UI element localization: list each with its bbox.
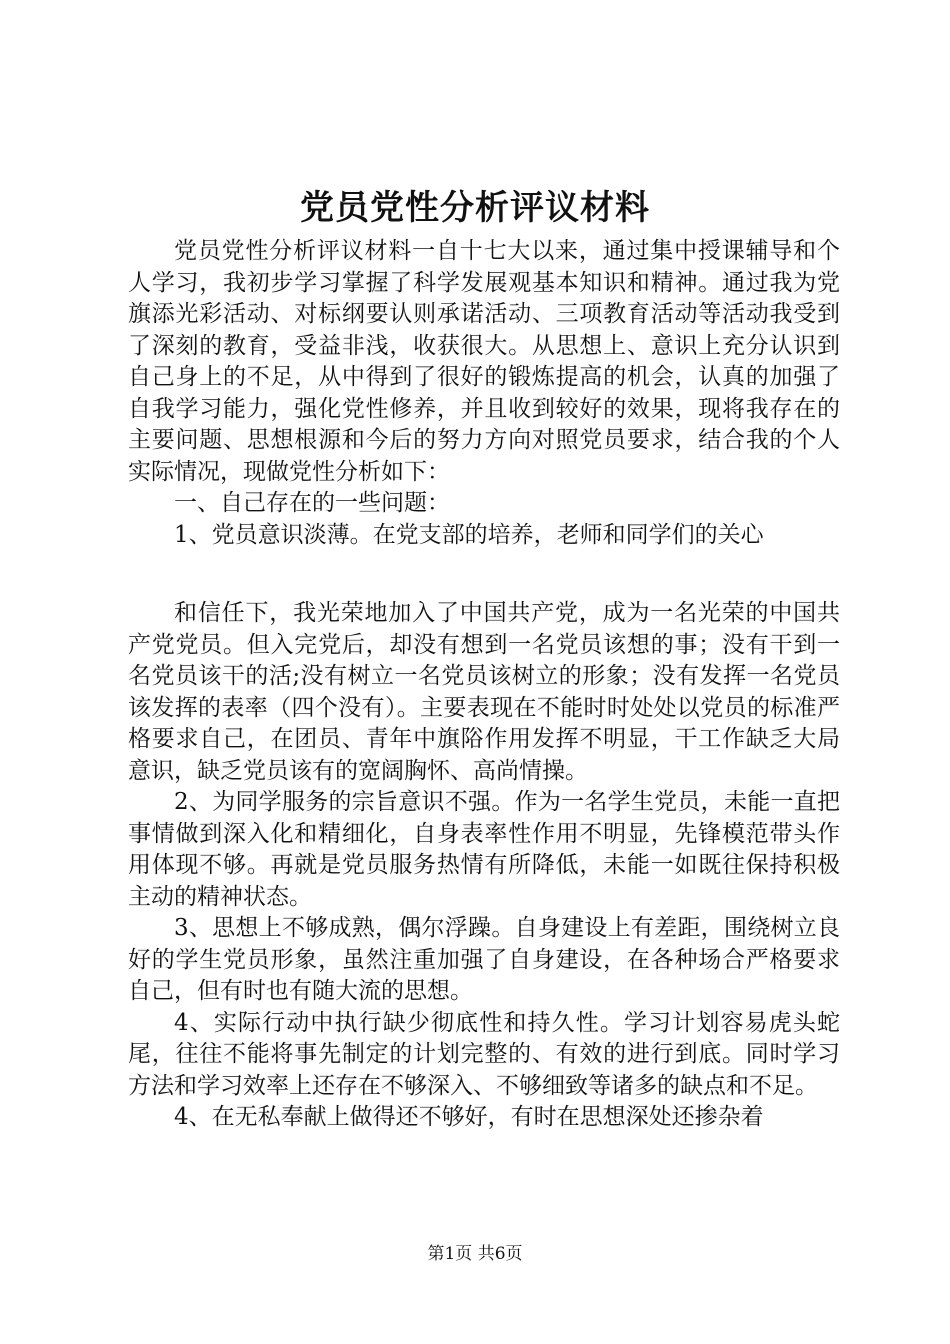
body-block-2 bbox=[128, 598, 840, 1134]
problem-1-continued: 和信任下，我光荣地加入了中国共产党，成为一名光荣的中国共产党党员。但入完党后，却没有想到一名党员该想的事；没有干到一名党员该干的活;没有树立一名党员该树立的形象；没有发挥一名党员该发挥的表率（四个没有）。主要表现在不能时时处处以党员的标准严格要求自己，在团员、青年中旗䧍作用发挥不明显，干工作缺乏大局意识，缺乏党员该有的宽阔胸怀、高尚情操。 bbox=[128, 600, 840, 784]
intro-paragraph: 党员党性分析评议材料一自十七大以来，通过集中授课辅导和个人学习，我初步学习掌握了科学发展观基本知识和精神。通过我为党旗添光彩活动、对标纲要认则承诺活动、三项教育活动等活动我受到了深刻的教育，受益非浅，收获很大。从思想上、意识上充分认识到自己身上的不足，从中得到了很好的锻炼提高的机会，认真的加强了自我学习能力，强化党性修养，并且收到较好的效果，现将我存在的主要问题、思想根源和今后的努力方向对照党员要求，结合我的个人实际情况，现做党性分析如下： bbox=[128, 238, 840, 485]
problem-4-paragraph: 4、实际行动中执行缺少彻底性和持久性。学习计划容易虎头蛇尾，往往不能将事先制定的计划完整的、有效的进行到底。同时学习方法和学习效率上还存在不够深入、不够细致等诸多的缺点和不足。 bbox=[128, 1009, 840, 1099]
section-heading-problems: 一、自己存在的一些问题： bbox=[174, 490, 450, 516]
problem-2-paragraph: 2、为同学服务的宗旨意识不强。作为一名学生党员，未能一直把事情做到深入化和精细化，自身表率性作用不明显，先锋模范带头作用体现不够。再就是党员服务热情有所降低，未能一如既往保持积极主动的精神状态。 bbox=[128, 789, 840, 910]
problem-1-start: 1、党员意识淡薄。在党支部的培养，老师和同学们的关心 bbox=[174, 521, 764, 548]
document-title: 党员党性分析评议材料 bbox=[300, 188, 650, 228]
page-footer: 第1页 共6页 bbox=[427, 1244, 523, 1264]
body-block-1 bbox=[128, 236, 840, 551]
problem-5-start: 4、在无私奉献上做得还不够好，有时在思想深处还掺杂着 bbox=[174, 1104, 764, 1130]
problem-3-paragraph: 3、思想上不够成熟，偶尔浮躁。自身建设上有差距，围绕树立良好的学生党员形象，虽然注重加强了自身建设，在各种场合严格要求自己，但有时也有随大流的思想。 bbox=[128, 915, 840, 1004]
